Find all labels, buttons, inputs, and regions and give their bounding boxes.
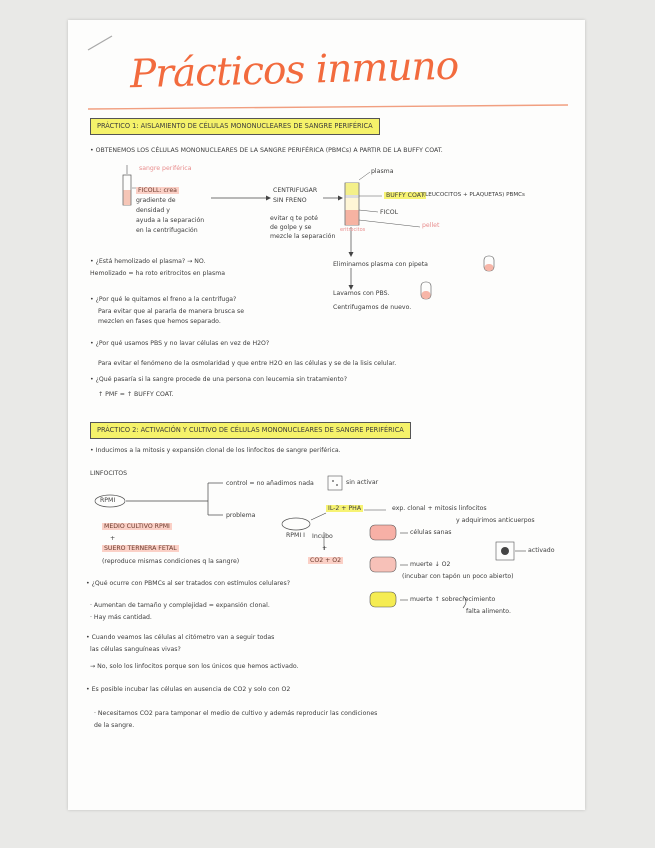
label-sin-activar: sin activar xyxy=(346,479,379,486)
label-mas-2: + xyxy=(322,545,328,552)
q7: • Es posible incubar las células en ausencia de CO2 y solo con O2 xyxy=(86,686,291,693)
q7-answer-1: · Necesitamos CO2 para tamponar el medio de cultivo y además reproducir las condiciones xyxy=(94,710,378,717)
label-eliminamos: Eliminamos plasma con pipeta xyxy=(333,261,428,268)
centrif-label-1: CENTRIFUGAR xyxy=(273,187,318,194)
label-rpmi-i: RPMI I xyxy=(286,532,305,539)
centrif-label-2: SIN FRENO xyxy=(273,197,307,204)
q5: • ¿Qué ocurre con PBMCs al ser tratados con estímulos celulares? xyxy=(86,580,290,587)
label-control: control = no añadimos nada xyxy=(226,480,314,487)
culture-yellow xyxy=(370,592,396,607)
label-reproduce: (reproduce mismas condiciones q la sangre) xyxy=(102,558,240,565)
q5-answer-1: · Aumentan de tamaño y complejidad = expansión clonal. xyxy=(90,602,270,609)
label-falta: falta alimento. xyxy=(466,608,511,615)
practice1-heading: PRÁCTICO 1: AISLAMIENTO DE CÉLULAS MONONUCLEARES DE SANGRE PERIFÉRICA xyxy=(90,118,380,135)
label-il2: IL-2 + PHA xyxy=(328,505,362,512)
q6: • Cuando veamos las células al citómetro van a seguir todas xyxy=(86,634,275,641)
ficoll-line-3: densidad y xyxy=(136,207,170,214)
evitar-2: de golpe y se xyxy=(270,224,312,231)
label-lavamos: Lavamos con PBS. xyxy=(333,290,390,297)
label-celulas-sanas: células sanas xyxy=(410,529,452,536)
ficoll-line-4: ayuda a la separación xyxy=(136,217,205,224)
evitar-3: mezcle la separación xyxy=(270,233,336,240)
problem-dish xyxy=(282,518,310,530)
q5-answer-2: · Hay más cantidad. xyxy=(90,614,152,621)
culture-pink-2 xyxy=(370,557,396,572)
q1-answer: Hemolizado = ha roto eritrocitos en plasma xyxy=(90,270,226,277)
label-exp: exp. clonal + mitosis linfocitos xyxy=(392,505,487,512)
q7-answer-2: de la sangre. xyxy=(94,722,135,729)
label-medio: MEDIO CULTIVO RPMI xyxy=(104,523,170,530)
label-incubo: Incubo xyxy=(312,533,333,540)
label-buffy: BUFFY COAT xyxy=(386,192,425,199)
q3: • ¿Por qué usamos PBS y no lavar células en vez de H2O? xyxy=(90,340,270,347)
label-mas: + xyxy=(110,535,116,542)
ficoll-line-2: gradiente de xyxy=(136,197,176,204)
label-plasma: plasma xyxy=(371,168,394,175)
practice2-heading: PRÁCTICO 2: ACTIVACIÓN Y CULTIVO DE CÉLULAS MONONUCLEARES DE SANGRE PERIFÉRICA xyxy=(90,422,411,439)
small-tube-2 xyxy=(421,282,431,299)
ficoll-line-1: FICOLL: crea xyxy=(138,187,177,194)
culture-pink xyxy=(370,525,396,540)
q6-answer: → No, solo los linfocitos porque son los únicos que hemos activado. xyxy=(90,663,299,670)
q2: • ¿Por qué le quitamos el freno a la centrífuga? xyxy=(90,296,237,303)
label-muerte-1: muerte ↓ O2 xyxy=(410,561,451,568)
q6-line-2: las células sanguíneas vivas? xyxy=(90,646,181,653)
q3-answer: Para evitar el fenómeno de la osmolaridad y que entre H2O en las células y se de la lisis celular. xyxy=(98,360,397,367)
label-centrifugamos: Centrifugamos de nuevo. xyxy=(333,304,412,311)
label-suero: SUERO TERNERA FETAL xyxy=(104,545,177,552)
label-muerte-2: muerte ↑ sobrecrecimiento xyxy=(410,596,496,603)
label-problema: problema xyxy=(226,512,256,519)
q2-answer-1: Para evitar que al pararla de manera brusca se xyxy=(98,308,244,315)
label-ficol: FICOL xyxy=(380,209,399,216)
small-tube-1 xyxy=(484,256,494,271)
label-pellet: pellet xyxy=(422,222,440,229)
ficoll-line-5: en la centrifugación xyxy=(136,227,198,234)
label-exp2: y adquirimos anticuerpos xyxy=(456,517,535,524)
q4-answer: ↑ PMF = ↑ BUFFY COAT. xyxy=(98,391,174,398)
label-eritrocitos: eritrocitos xyxy=(340,227,366,233)
title-underline xyxy=(88,105,568,109)
label-incubar: (incubar con tapón un poco abierto) xyxy=(402,573,514,580)
label-linfocitos: LINFOCITOS xyxy=(90,470,128,477)
label-activado: activado xyxy=(528,547,555,554)
buffy-desc: (LEUCOCITOS + PLAQUETAS) PBMCs xyxy=(423,192,525,198)
page-title: Prácticos inmuno xyxy=(129,43,459,98)
p2-intro: • Inducimos a la mitosis y expansión clonal de los linfocitos de sangre periférica. xyxy=(90,447,341,454)
label-rpmi: RPMI xyxy=(100,497,116,504)
evitar-1: evitar q te poté xyxy=(270,215,318,222)
notebook-page xyxy=(68,20,585,810)
label-sangre: sangre periférica xyxy=(139,165,192,172)
pencil-stroke xyxy=(88,36,112,50)
p1-intro: • OBTENEMOS LOS CÉLULAS MONONUCLEARES DE LA SANGRE PERIFÉRICA (PBMCs) A PARTIR DE LA BUFFY COAT. xyxy=(90,147,443,154)
q1: • ¿Está hemolizado el plasma? → NO. xyxy=(90,258,206,265)
q2-answer-2: mezclen en fases que hemos separado. xyxy=(98,318,221,325)
label-co2: CO2 + O2 xyxy=(310,557,342,564)
well-box xyxy=(328,476,342,490)
q4: • ¿Qué pasaría si la sangre procede de una persona con leucemia sin tratamiento? xyxy=(90,376,347,383)
